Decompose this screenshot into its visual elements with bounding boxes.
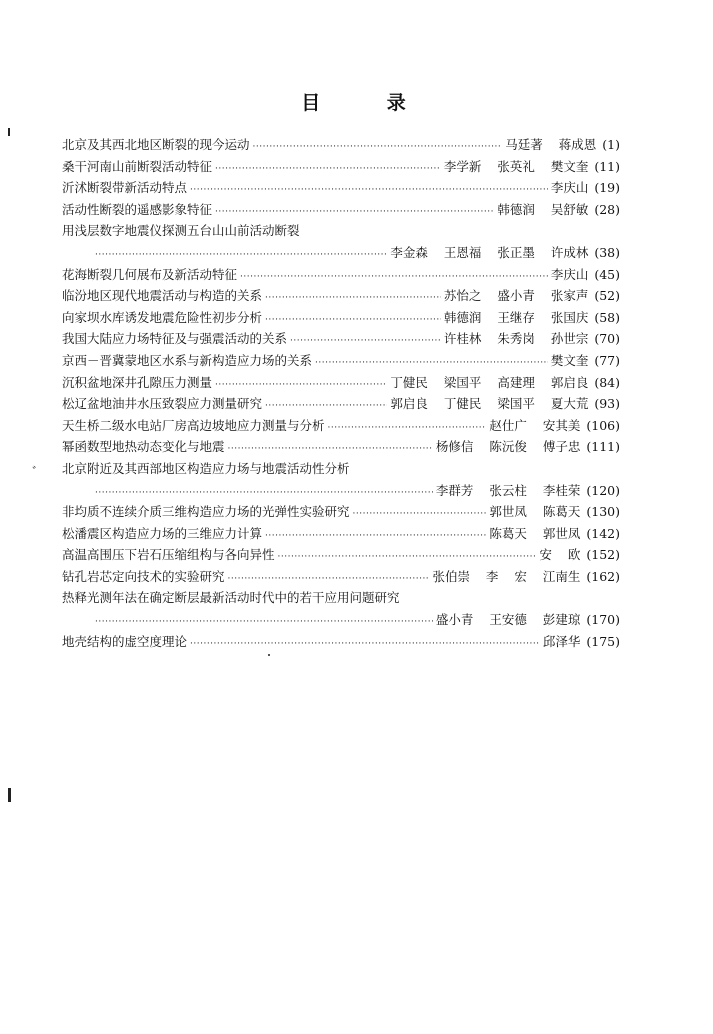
entry-authors: 盛小青 王安德 彭建琼	[435, 612, 581, 628]
entry-page-number: (52)	[594, 288, 620, 304]
entry-page-number: (45)	[594, 266, 620, 282]
entry-title: 幂函数型地热动态变化与地震	[62, 439, 225, 455]
margin-mark	[8, 788, 11, 802]
entry-title: 向家坝水库诱发地震危险性初步分析	[62, 309, 263, 325]
entry-page-number: (38)	[594, 244, 620, 260]
dot-leader	[265, 288, 441, 310]
dot-leader	[215, 159, 441, 181]
entry-authors: 樊文奎	[550, 352, 589, 368]
entry-authors: 李庆山	[550, 266, 589, 282]
entry-authors: 陈葛天 郭世凤	[489, 525, 581, 541]
dot-leader	[190, 180, 548, 202]
entry-authors: 丁健民 梁国平 高建理 郭启良	[390, 374, 589, 390]
toc-entry	[62, 372, 620, 394]
dot-leader	[265, 310, 441, 332]
toc-entry	[62, 156, 620, 178]
entry-title: 松潘震区构造应力场的三维应力计算	[62, 525, 263, 541]
entry-authors: 李群芳 张云柱 李桂荣	[435, 482, 581, 498]
stray-dot	[268, 654, 270, 656]
page-title: 目 录	[301, 92, 436, 114]
dot-leader	[190, 634, 540, 656]
entry-title: 北京附近及其西部地区构造应力场与地震活动性分析	[62, 460, 350, 476]
entry-title: 高温高围压下岩石压缩组构与各向异性	[62, 547, 275, 563]
toc-entry	[62, 350, 620, 372]
entry-page-number: (77)	[594, 352, 620, 368]
entry-page-number: (175)	[586, 633, 620, 649]
toc-entry	[62, 436, 620, 458]
entry-title: 北京及其西北地区断裂的现今运动	[62, 137, 250, 152]
entry-title: 京西－晋冀蒙地区水系与新构造应力场的关系	[62, 352, 313, 368]
entry-authors: 韩德润 吴舒敏	[497, 201, 589, 217]
entry-page-number: (19)	[594, 180, 620, 196]
entry-title: 花海断裂几何展布及新活动特征	[62, 266, 238, 282]
toc-entry	[62, 328, 620, 350]
toc-entry	[62, 264, 620, 286]
toc-entry	[62, 393, 620, 415]
toc-entry	[62, 480, 620, 502]
entry-title: 沉积盆地深井孔隙压力测量	[62, 374, 213, 390]
toc-entry	[62, 415, 620, 437]
entry-title: 钻孔岩芯定向技术的实验研究	[62, 568, 225, 584]
entry-page-number: (70)	[594, 331, 620, 347]
entry-authors: 李学新 张英礼 樊文奎	[443, 158, 589, 174]
entry-authors: 赵仕广 安其美	[489, 417, 581, 433]
entry-title: 活动性断裂的遥感影象特征	[62, 201, 213, 217]
entry-title: 热释光测年法在确定断层最新活动时代中的若干应用问题研究	[62, 590, 400, 606]
entry-page-number: (93)	[594, 396, 620, 412]
entry-title: 临汾地区现代地震活动与构造的关系	[62, 288, 263, 304]
entry-page-number: (111)	[586, 439, 620, 455]
table-of-contents	[62, 134, 620, 652]
entry-page-number: (130)	[586, 504, 620, 520]
entry-authors: 马廷著 蒋成恩	[505, 137, 597, 152]
entry-authors: 许桂林 朱秀岗 孙世宗	[443, 331, 589, 347]
dot-leader	[353, 504, 487, 526]
toc-entry	[62, 566, 620, 588]
toc-entry	[62, 177, 620, 199]
entry-authors: 安 欧	[539, 547, 581, 563]
toc-entry	[62, 307, 620, 329]
toc-entry	[62, 199, 620, 221]
entry-page-number: (58)	[594, 309, 620, 325]
entry-page-number: (152)	[586, 547, 620, 563]
entry-authors: 杨修信 陈沅俊 傅子忠	[435, 439, 581, 455]
entry-title: 天生桥二级水电站厂房高边坡地应力测量与分析	[62, 417, 325, 433]
toc-entry	[62, 285, 620, 307]
entry-page-number: (120)	[586, 482, 620, 498]
toc-entry	[62, 458, 620, 480]
entry-authors: 郭启良 丁健民 梁国平 夏大荒	[390, 396, 589, 412]
toc-entry	[62, 134, 620, 156]
entry-authors: 郭世凤 陈葛天	[489, 504, 581, 520]
entry-page-number: (1)	[602, 137, 620, 152]
entry-authors: 李金森 王恩福 张正墨 许成林	[390, 244, 589, 260]
entry-page-number: (142)	[586, 525, 620, 541]
toc-entry	[62, 523, 620, 545]
toc-entry	[62, 587, 620, 609]
entry-page-number: (11)	[594, 158, 620, 174]
toc-entry	[62, 220, 620, 242]
entry-title: 松辽盆地油井水压致裂应力测量研究	[62, 396, 263, 412]
entry-authors: 韩德润 王继存 张国庆	[443, 309, 589, 325]
entry-title: 用浅层数字地震仪探测五台山山前活动断裂	[62, 223, 300, 239]
entry-authors: 李庆山	[550, 180, 589, 196]
margin-mark: ﾞ	[32, 466, 39, 481]
dot-leader	[290, 331, 441, 353]
entry-authors: 张伯崇 李 宏 江南生	[432, 568, 581, 584]
dot-leader	[265, 526, 486, 548]
entry-title: 沂沭断裂带新活动特点	[62, 180, 188, 196]
margin-mark	[8, 128, 10, 136]
entry-authors: 苏怡之 盛小青 张家声	[443, 288, 589, 304]
entry-title: 地壳结构的虚空度理论	[62, 633, 188, 649]
entry-page-number: (28)	[594, 201, 620, 217]
toc-entry	[62, 544, 620, 566]
entry-title: 非均质不连续介质三维构造应力场的光弹性实验研究	[62, 504, 350, 520]
toc-entry	[62, 501, 620, 523]
entry-title: 桑干河南山前断裂活动特征	[62, 158, 213, 174]
entry-page-number: (106)	[586, 417, 620, 433]
toc-entry	[62, 609, 620, 631]
toc-entry	[62, 631, 620, 653]
toc-entry	[62, 242, 620, 264]
entry-authors: 邱泽华	[542, 633, 581, 649]
entry-page-number: (170)	[586, 612, 620, 628]
entry-page-number: (84)	[594, 374, 620, 390]
entry-page-number: (162)	[586, 568, 620, 584]
entry-title: 我国大陆应力场特征及与强震活动的关系	[62, 331, 288, 347]
